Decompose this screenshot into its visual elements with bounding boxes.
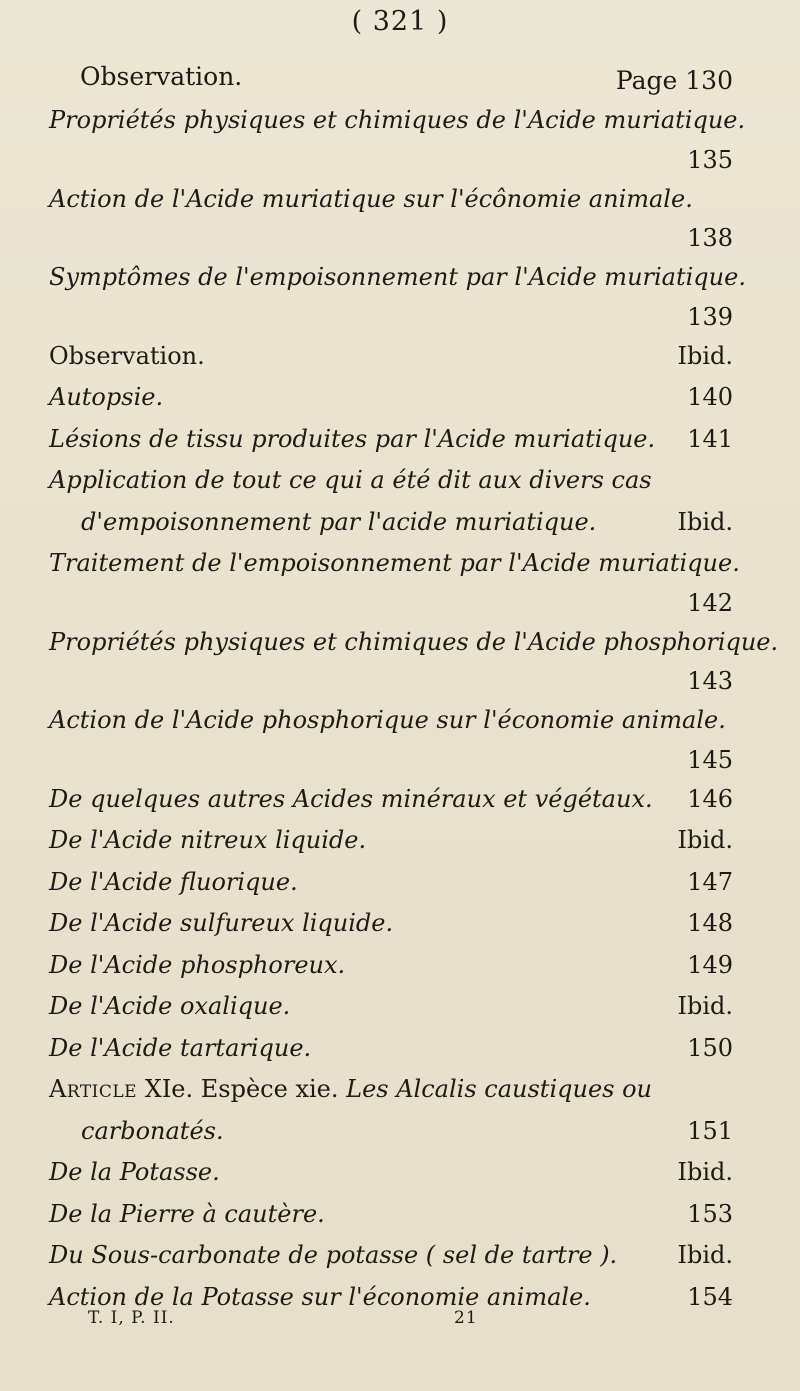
toc-entry-page: Ibid.: [677, 341, 733, 370]
toc-entry-page: Ibid.: [677, 1241, 733, 1269]
article-species: Espèce xie.: [200, 1075, 339, 1103]
toc-entry-page: 148: [687, 909, 733, 937]
toc-entry-title: Lésions de tissu produites par l'Acide muriatique.: [49, 424, 656, 453]
toc-entry-title: d'empoisonnement par l'acide muriatique.: [81, 507, 597, 536]
toc-entry-page: Ibid.: [677, 992, 733, 1020]
toc-entry-line: [49, 1028, 733, 1070]
toc-entry-line: [49, 986, 733, 1028]
toc-entry-line: [49, 179, 733, 221]
toc-entry-page: Ibid.: [677, 826, 733, 854]
sheet-number: 21: [454, 1308, 478, 1328]
toc-entry: [49, 1152, 733, 1194]
article-entry: [49, 1069, 733, 1152]
toc-entry-page: 146: [687, 784, 733, 813]
toc-entry: [49, 862, 733, 904]
article-line: [49, 1111, 733, 1153]
toc-entry: [49, 903, 733, 945]
article-number: XIe.: [144, 1075, 194, 1103]
toc-entry: [49, 820, 733, 862]
printer-signature: T. I, P. II.: [88, 1308, 175, 1328]
toc-entry-title: Propriétés physiques et chimiques de l'Acide muriatique.: [49, 106, 746, 134]
toc-entry-title: De la Potasse.: [49, 1158, 220, 1186]
article-title-continued: carbonatés.: [81, 1116, 224, 1145]
toc-entry: [49, 460, 733, 543]
toc-entry: [49, 986, 733, 1028]
toc-entry: [49, 257, 746, 336]
table-of-contents: [49, 100, 779, 1318]
toc-entry-line: [49, 700, 733, 742]
toc-entry-line: [49, 1235, 733, 1277]
first-heading: [80, 52, 733, 95]
toc-entry-line: [49, 377, 733, 419]
toc-entry-page: 142: [687, 588, 733, 617]
toc-entry-title: Observation.: [49, 341, 205, 370]
toc-entry-line: [49, 419, 733, 461]
toc-entry-title: Autopsie.: [49, 383, 164, 411]
toc-entry-line: [49, 257, 746, 299]
toc-entry: [49, 779, 733, 821]
toc-entry-title: De l'Acide oxalique.: [49, 992, 291, 1020]
toc-entry: [49, 945, 733, 987]
toc-entry-page: 147: [687, 867, 733, 896]
toc-entry: [49, 543, 740, 622]
toc-entry-title: Propriétés physiques et chimiques de l'Acide phosphorique.: [49, 627, 779, 656]
article-line: [49, 1069, 733, 1111]
toc-entry-title: De l'Acide nitreux liquide.: [49, 826, 367, 854]
toc-entry-page: 135: [687, 145, 733, 174]
toc-entry-title: Action de l'Acide phosphorique sur l'économie animale.: [49, 706, 726, 734]
toc-entry-page: 150: [687, 1033, 733, 1062]
toc-entry: [49, 377, 733, 419]
footer: [88, 1308, 508, 1338]
toc-entry: [49, 179, 733, 258]
toc-entry-title: Symptômes de l'empoisonnement par l'Acide muriatique.: [49, 263, 746, 291]
toc-entry: [49, 100, 746, 179]
article-page: 151: [687, 1116, 733, 1145]
toc-entry-page: 145: [687, 745, 733, 774]
toc-entry-line: [49, 622, 779, 664]
toc-entry-title: De l'Acide fluorique.: [49, 867, 298, 896]
toc-entry-title: Action de l'Acide muriatique sur l'écônomie animale.: [49, 184, 693, 213]
toc-entry-line: [49, 820, 733, 862]
toc-entry: [49, 336, 733, 378]
toc-entry: [49, 1235, 733, 1277]
toc-entry-title: De l'Acide tartarique.: [49, 1033, 312, 1062]
article-label: Article: [49, 1075, 138, 1103]
toc-entry-page: 141: [687, 424, 733, 453]
toc-entry-page: 154: [687, 1282, 733, 1311]
toc-entry: [49, 700, 733, 779]
toc-entry-line: [49, 1152, 733, 1194]
toc-entry-title: Du Sous-carbonate de potasse ( sel de tartre ).: [49, 1241, 618, 1269]
article-heading: [49, 1069, 652, 1111]
toc-entry-line: [49, 336, 733, 378]
toc-entry-page: 153: [687, 1199, 733, 1228]
toc-entry-line: [49, 862, 733, 904]
toc-entry-line: [49, 1194, 733, 1236]
toc-entry-title: Traitement de l'empoisonnement par l'Acide muriatique.: [49, 549, 740, 577]
toc-entry-title: De la Pierre à cautère.: [49, 1199, 325, 1228]
toc-entry-line: [49, 460, 733, 502]
toc-entry-page: Ibid.: [677, 1158, 733, 1186]
toc-entry-line: [49, 903, 733, 945]
toc-entry-line: [49, 779, 733, 821]
toc-entry: [49, 622, 779, 701]
toc-entry-page: 138: [687, 224, 733, 252]
toc-entry-page: 149: [687, 950, 733, 979]
toc-entry-page: 139: [687, 302, 733, 331]
toc-entry-line: [49, 502, 733, 544]
article-title: Les Alcalis caustiques ou: [346, 1075, 652, 1103]
page-number: ( 321 ): [351, 6, 449, 37]
toc-entry-title: Action de la Potasse sur l'économie animale.: [49, 1282, 591, 1311]
toc-entry-title: De l'Acide sulfureux liquide.: [49, 909, 394, 937]
toc-entry-title: De l'Acide phosphoreux.: [49, 950, 346, 979]
first-heading-page: Page 130: [615, 66, 733, 95]
toc-entry-line: [49, 100, 746, 142]
toc-entry-page: 143: [687, 667, 733, 695]
toc-entry-page: 140: [687, 383, 733, 411]
toc-entry-line: [49, 945, 733, 987]
toc-entry: [49, 1194, 733, 1236]
first-heading-title: Observation.: [80, 62, 243, 91]
toc-entry-page: Ibid.: [677, 507, 733, 536]
toc-entry: [49, 419, 733, 461]
toc-entry: [49, 1028, 733, 1070]
toc-entry-title: De quelques autres Acides minéraux et végétaux.: [49, 784, 653, 813]
toc-entry-line: [49, 543, 740, 585]
toc-entry-title: Application de tout ce qui a été dit aux divers cas: [49, 466, 652, 494]
